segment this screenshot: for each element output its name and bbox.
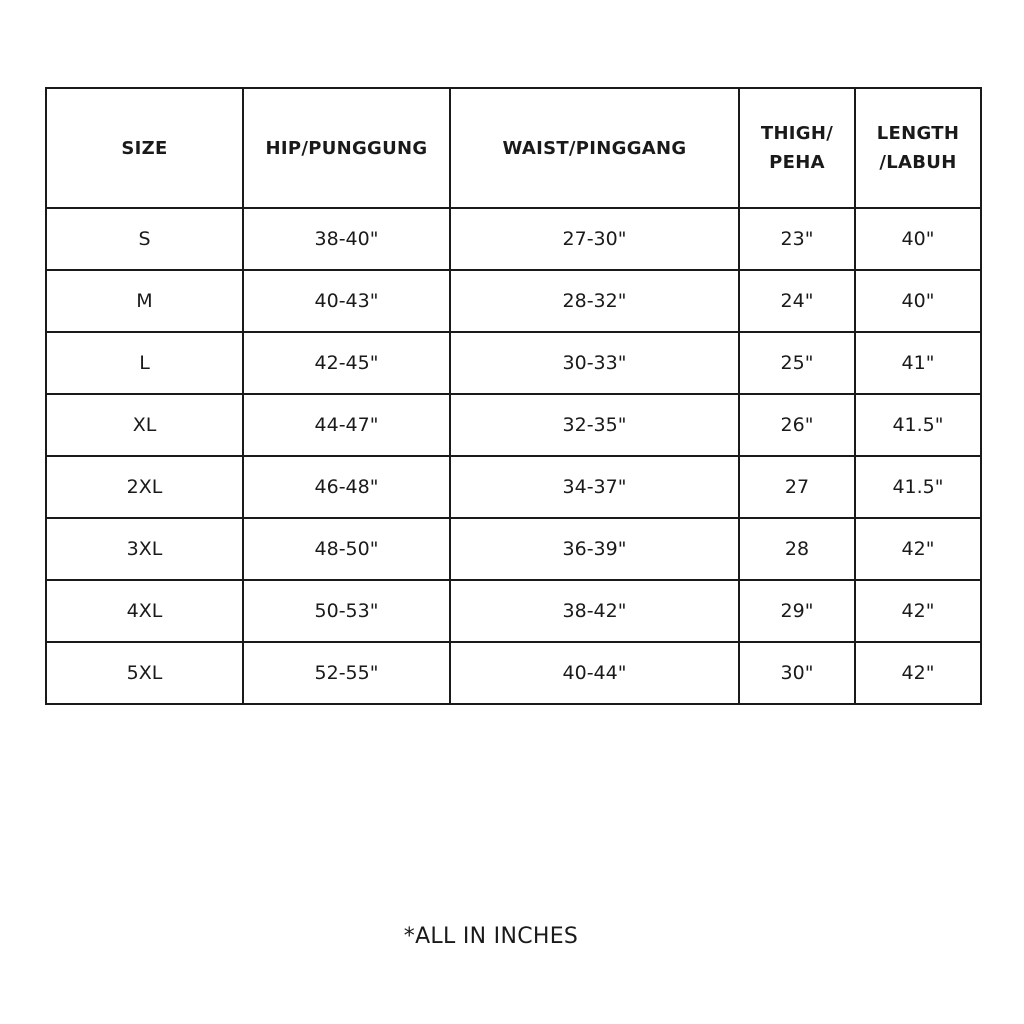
cell-size: 2XL xyxy=(46,456,243,518)
cell-size: 5XL xyxy=(46,642,243,704)
cell-waist: 30-33" xyxy=(450,332,739,394)
header-row xyxy=(46,88,981,208)
cell-size: 3XL xyxy=(46,518,243,580)
cell-length: 41" xyxy=(855,332,981,394)
cell-thigh: 30" xyxy=(739,642,855,704)
cell-waist: 40-44" xyxy=(450,642,739,704)
header-hip: HIP/PUNGGUNG xyxy=(243,88,450,208)
cell-size: 4XL xyxy=(46,580,243,642)
cell-waist: 32-35" xyxy=(450,394,739,456)
cell-waist: 27-30" xyxy=(450,208,739,270)
table-row xyxy=(46,270,981,332)
table-row xyxy=(46,518,981,580)
cell-length: 42" xyxy=(855,642,981,704)
cell-size: M xyxy=(46,270,243,332)
cell-waist: 34-37" xyxy=(450,456,739,518)
cell-waist: 38-42" xyxy=(450,580,739,642)
cell-hip: 44-47" xyxy=(243,394,450,456)
cell-hip: 52-55" xyxy=(243,642,450,704)
cell-thigh: 27 xyxy=(739,456,855,518)
cell-hip: 42-45" xyxy=(243,332,450,394)
cell-hip: 40-43" xyxy=(243,270,450,332)
cell-thigh: 26" xyxy=(739,394,855,456)
cell-length: 41.5" xyxy=(855,394,981,456)
cell-length: 40" xyxy=(855,270,981,332)
table-row xyxy=(46,456,981,518)
cell-length: 42" xyxy=(855,518,981,580)
cell-thigh: 23" xyxy=(739,208,855,270)
cell-size: S xyxy=(46,208,243,270)
cell-length: 42" xyxy=(855,580,981,642)
cell-size: L xyxy=(46,332,243,394)
header-length: LENGTH /LABUH xyxy=(855,88,981,208)
cell-hip: 50-53" xyxy=(243,580,450,642)
cell-thigh: 24" xyxy=(739,270,855,332)
cell-thigh: 29" xyxy=(739,580,855,642)
cell-length: 41.5" xyxy=(855,456,981,518)
cell-hip: 38-40" xyxy=(243,208,450,270)
table-row xyxy=(46,394,981,456)
cell-thigh: 25" xyxy=(739,332,855,394)
cell-size: XL xyxy=(46,394,243,456)
cell-waist: 28-32" xyxy=(450,270,739,332)
size-chart-table xyxy=(45,87,982,705)
cell-waist: 36-39" xyxy=(450,518,739,580)
table-row xyxy=(46,332,981,394)
units-footnote: *ALL IN INCHES xyxy=(403,924,579,949)
header-waist: WAIST/PINGGANG xyxy=(450,88,739,208)
cell-length: 40" xyxy=(855,208,981,270)
cell-hip: 46-48" xyxy=(243,456,450,518)
cell-hip: 48-50" xyxy=(243,518,450,580)
table-row xyxy=(46,208,981,270)
table-row xyxy=(46,642,981,704)
cell-thigh: 28 xyxy=(739,518,855,580)
table-row xyxy=(46,580,981,642)
header-thigh: THIGH/ PEHA xyxy=(739,88,855,208)
header-size: SIZE xyxy=(46,88,243,208)
